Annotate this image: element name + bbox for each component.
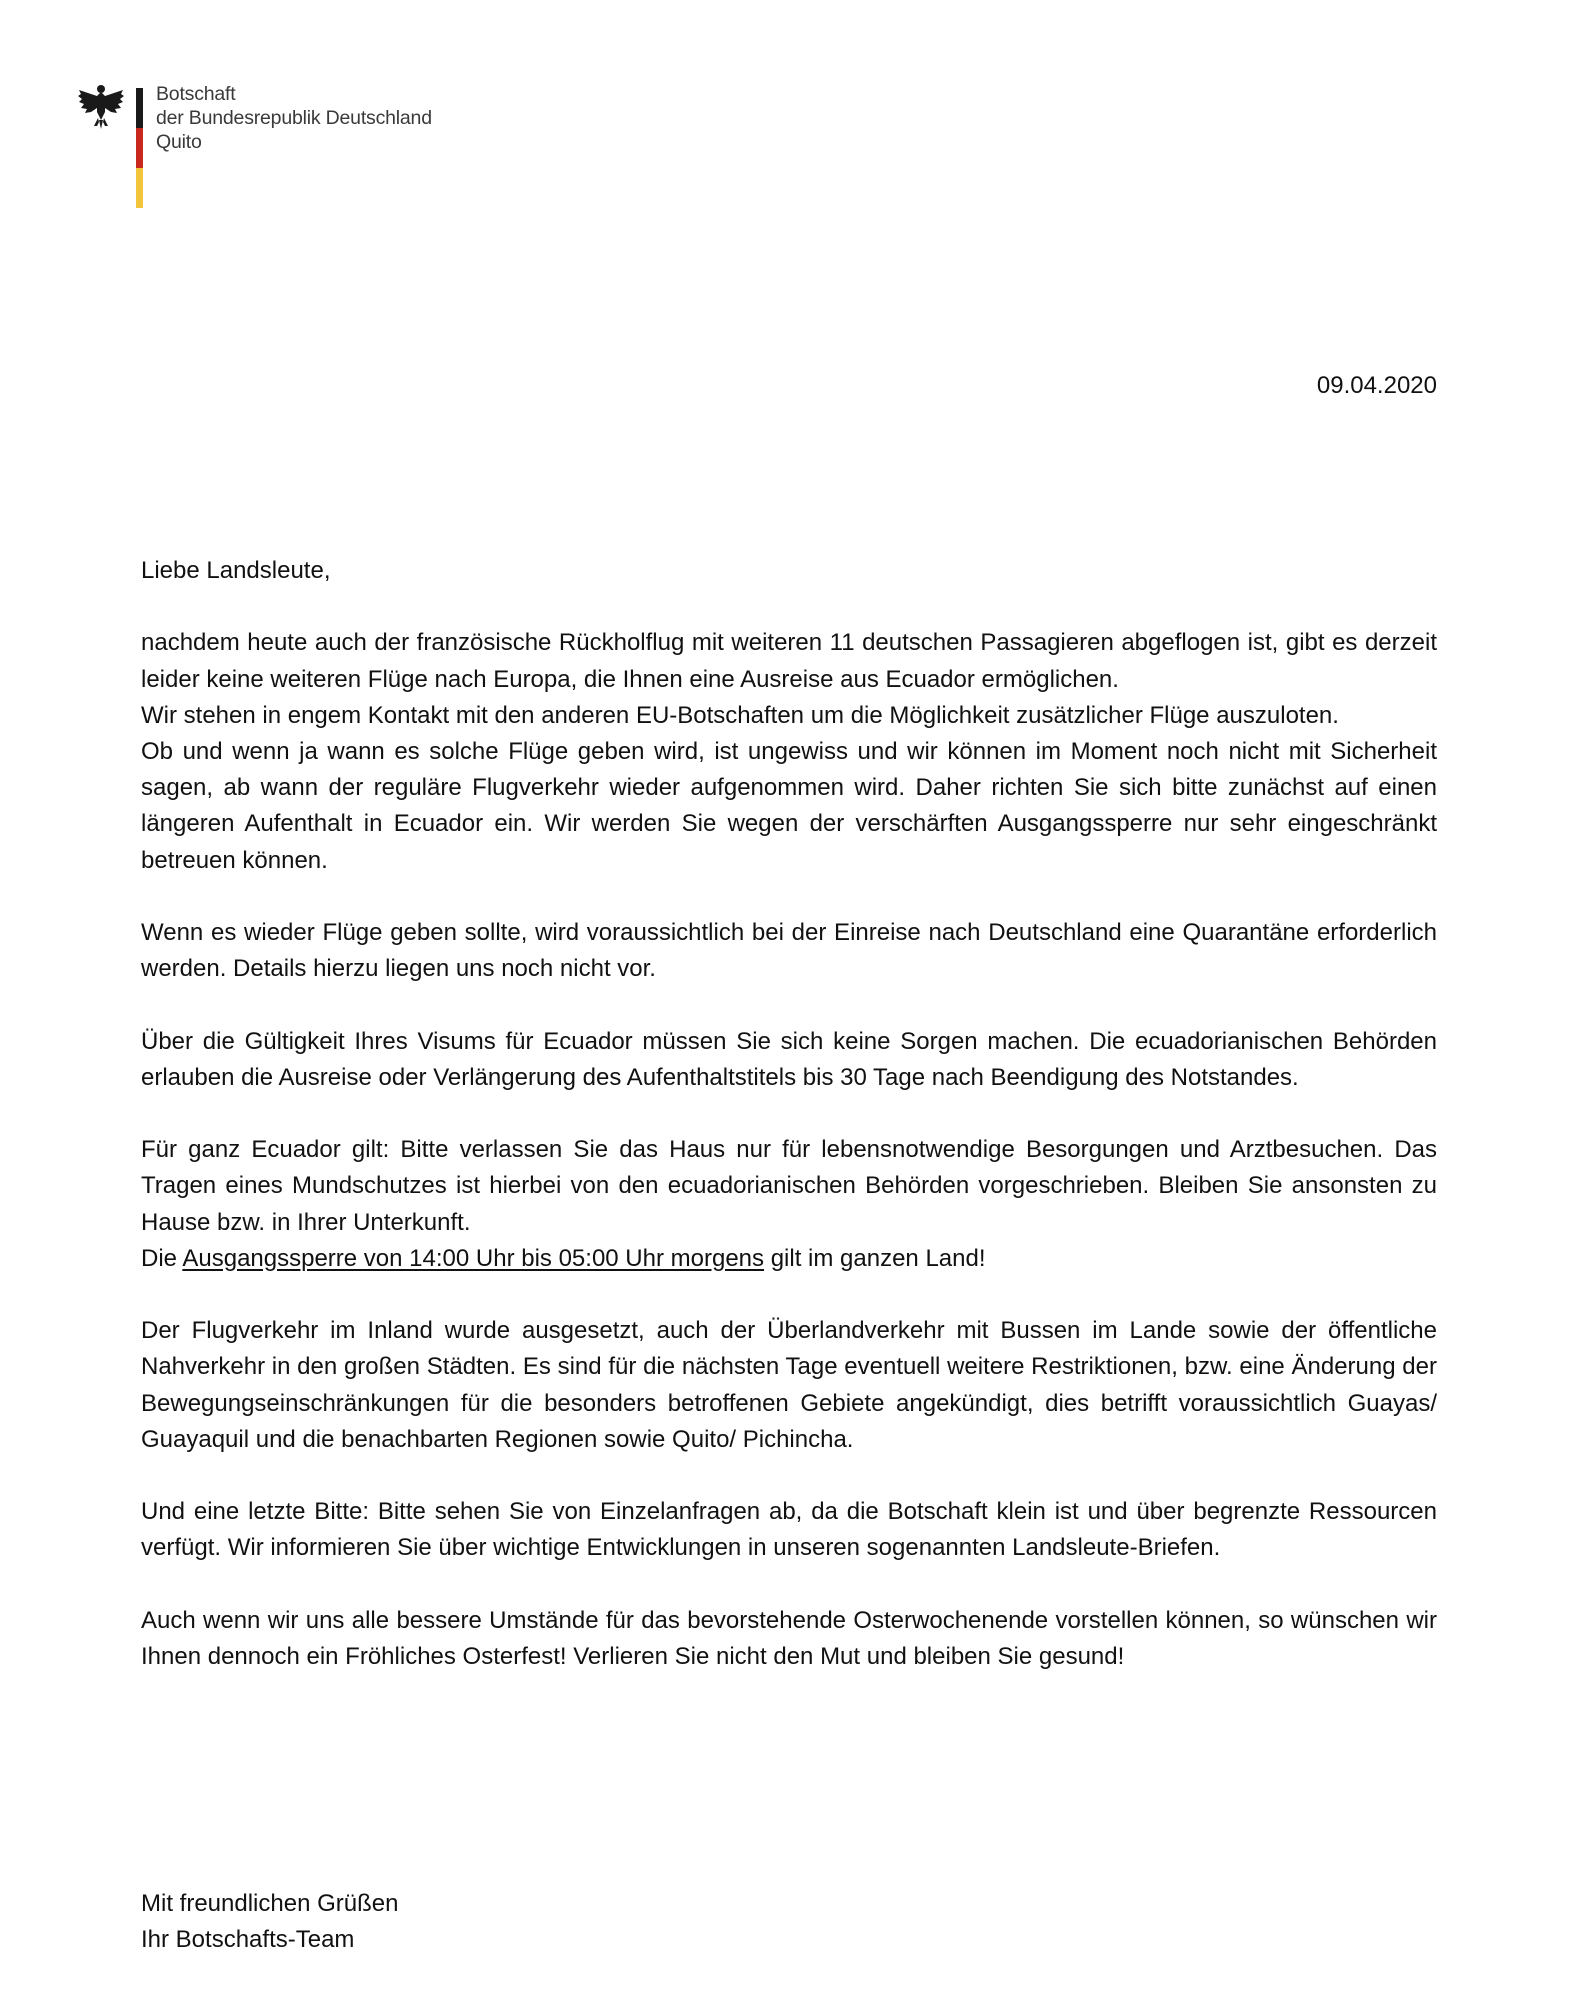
- paragraph-2: Wenn es wieder Flüge geben sollte, wird voraussichtlich bei der Einreise nach Deutschland eine Quarantäne erforderlich werden. Details hierzu liegen uns noch nicht vor.: [141, 919, 1437, 983]
- curfew-notice-underlined: Ausgangssperre von 14:00 Uhr bis 05:00 Uhr morgens: [182, 1244, 765, 1272]
- paragraph-1c: Ob und wenn ja wann es solche Flüge geben wird, ist ungewiss und wir können im Moment noch nicht mit Sicherheit sagen, ab wann der reguläre Flugverkehr wieder aufgenommen wird. Daher richten Sie sich bitte zunächst auf einen längeren Aufenthalt in Ecuador ein. Wir werden Sie wegen der verschärften Ausgangssperre nur sehr eingeschränkt betreuen können.: [141, 738, 1437, 874]
- federal-eagle-icon: [76, 82, 126, 130]
- org-line-3: Quito: [156, 131, 202, 153]
- salutation: Liebe Landsleute,: [141, 557, 331, 584]
- paragraph-4a: Für ganz Ecuador gilt: Bitte verlassen Sie das Haus nur für lebensnotwendige Besorgungen und Arztbesuchen. Das Tragen eines Mundschutzes ist hierbei von den ecuadorianischen Behörden vorgeschrieben. Bleiben Sie ansonsten zu Hause bzw. in Ihrer Unterkunft.: [141, 1136, 1437, 1236]
- paragraph-4b: [141, 1241, 1437, 1277]
- paragraph-3: Über die Gültigkeit Ihres Visums für Ecuador müssen Sie sich keine Sorgen machen. Die ecuadorianischen Behörden erlauben die Ausreise oder Verlängerung des Aufenthaltstitels bis 30 Tage nach Beendigung des Notstandes.: [141, 1027, 1437, 1091]
- curfew-suffix: gilt im ganzen Land!: [764, 1244, 986, 1272]
- paragraph-7: Auch wenn wir uns alle bessere Umstände für das bevorstehende Osterwochenende vorstellen können, so wünschen wir Ihnen dennoch ein Fröhliches Osterfest! Verlieren Sie nicht den Mut und bleiben Sie gesund!: [141, 1606, 1437, 1670]
- curfew-prefix: Die: [141, 1244, 183, 1272]
- german-flag-stripe: [136, 88, 143, 208]
- paragraph-1a: nachdem heute auch der französische Rückholflug mit weiteren 11 deutschen Passagieren abgeflogen ist, gibt es derzeit leider keine weiteren Flüge nach Europa, die Ihnen eine Ausreise aus Ecuador ermöglichen.: [141, 629, 1437, 693]
- letter-date: 09.04.2020: [1316, 372, 1437, 399]
- org-line-1: Botschaft: [156, 83, 236, 105]
- letter-body: [141, 553, 1437, 1675]
- closing: [141, 1886, 398, 1958]
- paragraph-5: Der Flugverkehr im Inland wurde ausgesetzt, auch der Überlandverkehr mit Bussen im Lande sowie der öffentliche Nahverkehr in den großen Städten. Es sind für die nächsten Tage eventuell weitere Restriktionen, bzw. eine Änderung der Bewegungseinschränkungen für die besonders betroffenen Gebiete angekündigt, dies betrifft voraussichtlich Guayas/ Guayaquil und die benachbarten Regionen sowie Quito/ Pichincha.: [141, 1317, 1437, 1453]
- closing-greeting: Mit freundlichen Grüßen: [141, 1890, 399, 1917]
- closing-signature: Ihr Botschafts-Team: [141, 1926, 355, 1953]
- org-line-2: der Bundesrepublik Deutschland: [156, 107, 432, 129]
- paragraph-1b: Wir stehen in engem Kontakt mit den anderen EU-Botschaften um die Möglichkeit zusätzlicher Flüge auszuloten.: [141, 701, 1339, 729]
- embassy-name: [156, 82, 432, 154]
- paragraph-6: Und eine letzte Bitte: Bitte sehen Sie von Einzelanfragen ab, da die Botschaft klein ist und über begrenzte Ressourcen verfügt. Wir informieren Sie über wichtige Entwicklungen in unseren sogenannten Landsleute-Briefen.: [141, 1498, 1437, 1562]
